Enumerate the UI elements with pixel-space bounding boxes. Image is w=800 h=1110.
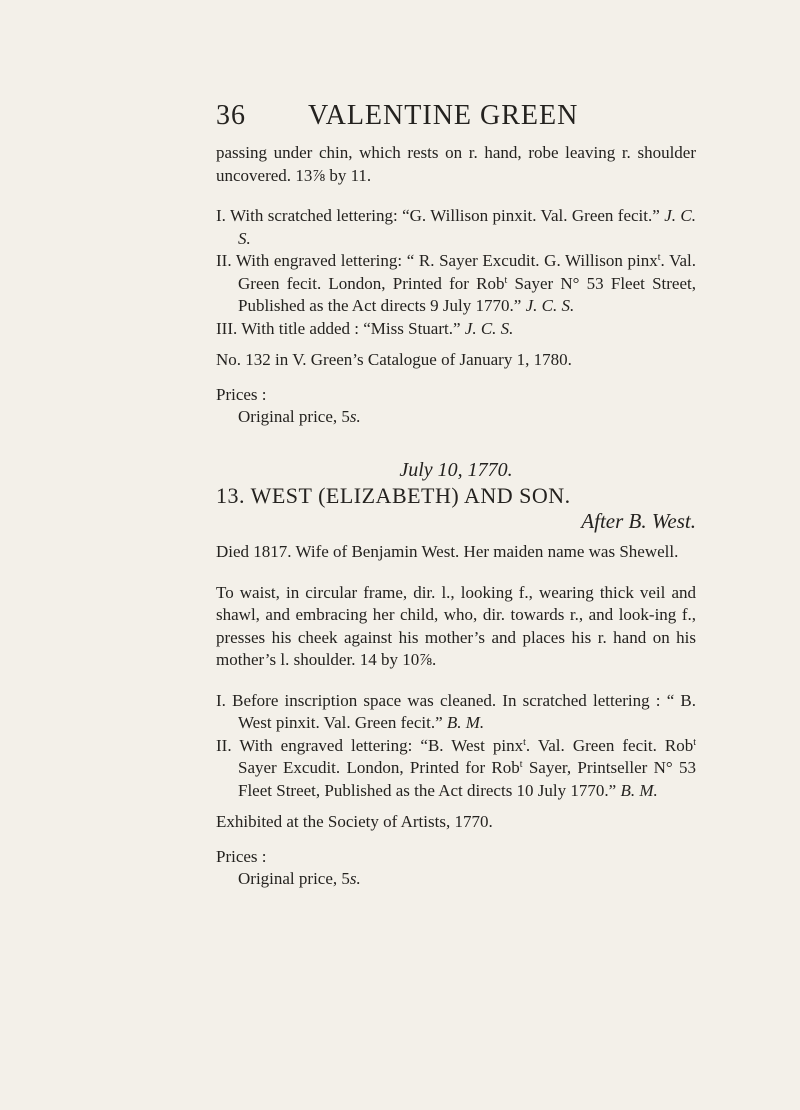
entry-state-2 [216,735,696,803]
entry-date: July 10, 1770. [399,458,513,481]
description-text: To waist, in circular frame, dir. l., looking f., wearing thick veil and shawl, and embracing her child, who, dir. towards r., and look-ing f., presses his cheek against his mother’s and places his r. hand on his mother’s l. shoulder. [216,582,696,669]
entry-title: 13. WEST (ELIZABETH) AND SON. [216,483,571,508]
superscript: t [519,759,523,770]
running-title: VALENTINE GREEN [308,100,579,131]
state-number: II. [216,251,232,270]
price-unit: s. [349,869,361,888]
entry-biography: Died 1817. Wife of Benjamin West. Her maiden name was Shewell. [216,542,679,561]
entry-original-price [216,868,696,891]
entry-state-1 [216,690,696,735]
prev-state-2 [216,250,696,318]
state-text: With scratched lettering: “G. Willison pinxit. Val. Green fecit.” [230,206,660,225]
state-number: III. [216,318,238,338]
state-text: Sayer N° 53 Fleet Street, Published as the Act directs 9 July 1770.” [238,273,696,315]
superscript: t [504,274,508,286]
state-text: With engraved lettering: “B. West pinx [239,735,524,755]
prev-catalogue-note: No. 132 in V. Green’s Catalogue of January 1, 1780. [216,350,572,369]
price-unit: s. [349,407,361,426]
state-initials: B. M. [446,713,485,732]
superscript: t [657,252,661,263]
price-text: Original price, 5 [238,869,350,888]
state-initials: J. C. S. [464,318,514,338]
prev-state-3 [216,318,696,341]
superscript: t [693,736,696,748]
state-number: I. [216,690,226,710]
prev-entry-description [216,142,696,187]
page-number: 36 [216,100,246,131]
state-initials: B. M. [620,780,658,800]
entry-size: 14 by 10⅞. [359,650,437,669]
page-body [216,142,696,891]
prev-size: 13⅞ by 11. [295,165,372,185]
state-text: . Val. Green fecit. London, Printed for Rob [238,251,696,293]
state-number: I. [216,206,226,225]
price-text: Original price, 5 [238,407,350,426]
prev-original-price [216,406,696,429]
entry-prices-label: Prices : [216,846,267,866]
prev-description-text: passing under chin, which rests on r. hand, robe leaving r. shoulder uncovered. [216,143,696,185]
entry-exhibited-note: Exhibited at the Society of Artists, 1770. [216,812,493,831]
prev-prices-label: Prices : [216,384,267,404]
state-text: Sayer, Printseller N° 53 Fleet Street, Published as the Act directs 10 July 1770.” [238,758,696,800]
state-text: . Val. Green fecit. Rob [525,735,694,755]
running-header [216,100,696,132]
state-number: II. [216,735,232,755]
state-text: Before inscription space was cleaned. In scratched lettering : “ B. West pinxit. Val. Green fecit.” [232,690,697,732]
state-text: Sayer Excudit. London, Printed for Rob [238,758,520,777]
state-initials: J. C. S. [238,206,697,248]
superscript: t [523,736,526,748]
entry-after-artist: After B. West. [581,508,696,533]
state-text: With title added : “Miss Stuart.” [241,318,461,338]
prev-state-1 [216,205,696,250]
state-initials: J. C. S. [525,296,575,315]
entry-description [216,582,696,672]
state-text: With engraved lettering: “ R. Sayer Excudit. G. Willison pinx [235,251,658,270]
